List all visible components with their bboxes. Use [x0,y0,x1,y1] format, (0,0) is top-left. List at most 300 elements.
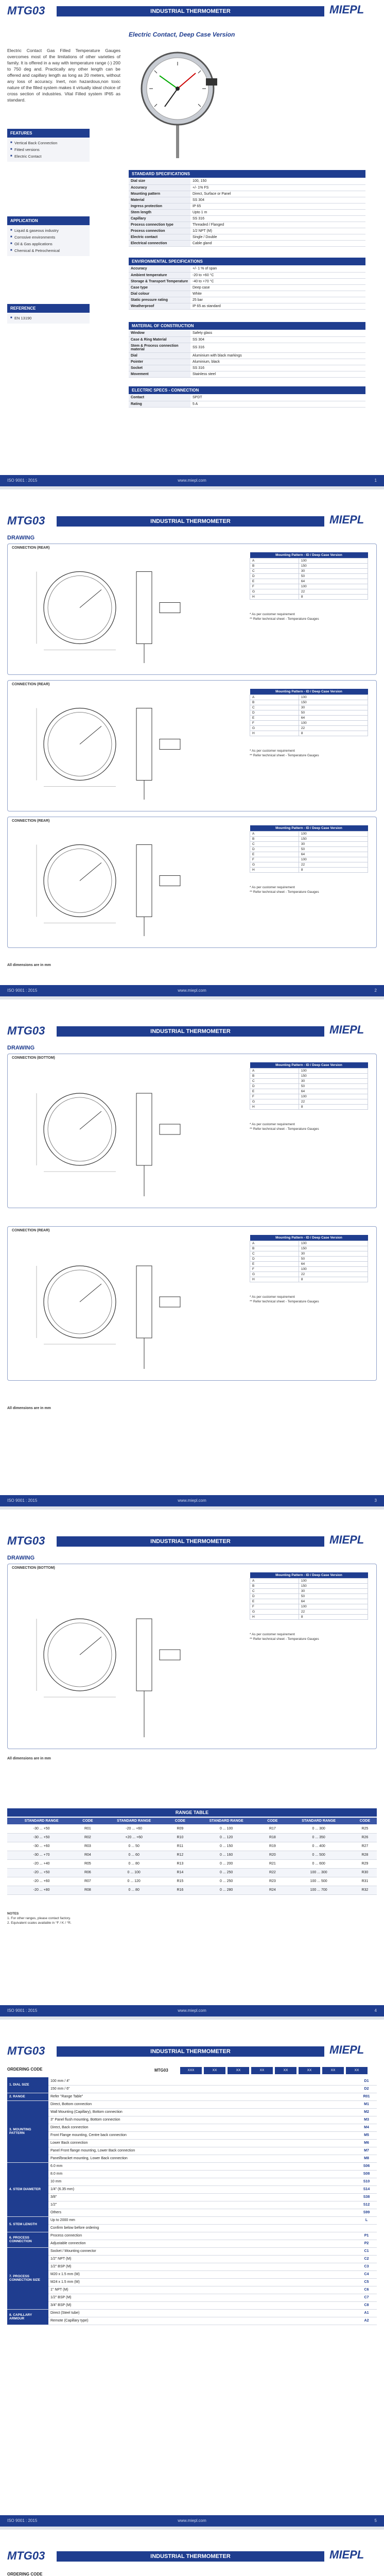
page-4 [0,1530,384,2020]
dim-value: 64 [299,852,368,857]
dim-value: 100 [299,832,368,837]
dim-key: B [250,700,299,705]
drawing-notes [250,1122,319,1131]
mounting-row [250,569,368,574]
footer-website[interactable]: www.miepl.com [178,478,206,483]
spec-label: Case & Ring Material [129,336,190,343]
mounting-row [250,579,368,584]
option-row [7,2139,377,2147]
header-title: INDUSTRIAL THERMOMETER [57,2046,324,2057]
spec-label: Movement [129,371,190,377]
feature-item: ■ Vertical Back Connection [10,140,86,146]
drawing-caption: CONNECTION (REAR) [12,683,50,686]
dim-value: 8 [299,731,368,736]
spec-row [129,291,365,297]
dim-key: A [250,1241,299,1246]
spec-label: Capillary [129,215,190,222]
option-desc: Refer "Range Table" [48,2093,356,2100]
option-row [7,2301,377,2309]
drawing-caption: CONNECTION (REAR) [12,546,50,550]
option-code: M8 [356,2155,377,2162]
dim-value: 100 [299,1579,368,1584]
spec-value: 100, 150 [190,178,365,184]
range-row [7,1842,377,1851]
dim-key: E [250,579,299,584]
spec-value: 25 bar [190,297,365,303]
mounting-row [250,1257,368,1262]
spec-label: Stem length [129,209,190,215]
spec-label: Contact [129,395,190,401]
header-title: INDUSTRIAL THERMOMETER [57,2551,324,2562]
mounting-row [250,721,368,726]
spec-value: White [190,291,365,297]
page-footer [0,2005,384,2016]
mounting-row [250,1084,368,1089]
option-group: 5. STEM LENGTH [7,2216,48,2232]
dim-key: D [250,710,299,716]
range-value: -20 ... +60 [7,1877,76,1886]
spec-label: Pointer [129,359,190,365]
range-value: 100 ... 300 [284,1868,353,1877]
dim-key: E [250,716,299,721]
range-code: R17 [260,1824,284,1833]
footer-website[interactable]: www.miepl.com [178,2008,206,2013]
range-code: R11 [168,1842,192,1851]
drawing-box [7,544,377,675]
page-header [0,1530,384,1553]
spec-row [129,401,365,407]
option-desc: 1/2" BSP (M) [48,2294,356,2301]
range-code: R26 [353,1833,377,1842]
spec-row [129,278,365,284]
option-desc: Process connection [48,2232,356,2240]
option-row [7,2100,377,2108]
option-desc: 3" Panel flush mounting, Bottom connection [48,2116,356,2124]
range-col-header: STANDARD RANGE [284,1818,353,1824]
range-code: R32 [353,1886,377,1894]
page-footer [0,985,384,996]
option-row [7,2116,377,2124]
dim-value: 50 [299,1594,368,1599]
option-code: M4 [356,2124,377,2131]
header-title: INDUSTRIAL THERMOMETER [57,516,324,527]
dim-key: H [250,1277,299,1282]
note-line: ** Refer technical sheet - Temperature Gauges [250,1300,319,1303]
dim-key: H [250,595,299,600]
mounting-row [250,1089,368,1094]
dim-key: D [250,1084,299,1089]
option-desc: M20 x 1.5 mm (M) [48,2270,356,2278]
option-code: M7 [356,2147,377,2155]
spec-label: Process connection type [129,222,190,228]
option-code: M3 [356,2116,377,2124]
page-header [0,2040,384,2063]
spec-value: Threaded / Flanged [190,222,365,228]
dim-key: F [250,857,299,862]
range-row [7,1868,377,1877]
option-code: D2 [356,2085,377,2093]
range-code: R09 [168,1824,192,1833]
option-row [7,2216,377,2224]
spec-value: SS 316 [190,343,365,352]
model-code: MTG03 [7,1534,45,1547]
footer-website[interactable]: www.miepl.com [178,988,206,993]
spec-value: SPDT [190,395,365,401]
spec-label: Electrical connection [129,240,190,246]
mounting-row [250,1272,368,1277]
dim-key: F [250,1604,299,1609]
dim-key: B [250,837,299,842]
drawing-notes [250,1295,319,1304]
option-desc: 1/2" BSP (M) [48,2263,356,2270]
spec-label: Ambient temperature [129,272,190,278]
range-code: R29 [353,1859,377,1868]
range-value: 0 ... 250 [192,1877,260,1886]
spec-row [129,184,365,191]
dim-key: B [250,1584,299,1589]
mounting-table-title: Mounting Pattern - ID / Deep Case Version [250,1062,368,1069]
option-code: C3 [356,2263,377,2270]
spec-label: Socket [129,365,190,371]
page-6 [0,2545,384,2576]
code-slot: XX [346,2067,368,2074]
note-line: * As per customer requirement [250,613,295,616]
page-header [0,0,384,23]
range-value: 0 ... 120 [99,1877,168,1886]
range-code: R27 [353,1842,377,1851]
option-row [7,2247,377,2255]
option-row [7,2209,377,2216]
option-code: C6 [356,2286,377,2294]
option-code: C1 [356,2247,377,2255]
spec-value: SS 316 [190,365,365,371]
footer-page: 1 [374,478,377,483]
option-code: C4 [356,2270,377,2278]
mounting-row [250,868,368,873]
footer-website[interactable]: www.miepl.com [178,1498,206,1503]
page-3 [0,1020,384,1510]
range-value: 0 ... 80 [99,1859,168,1868]
spec-row [129,336,365,343]
drawing-caption: CONNECTION (BOTTOM) [12,1056,55,1060]
dim-value: 50 [299,574,368,579]
range-code: R12 [168,1851,192,1859]
brand-logo: MIEPL [329,3,364,16]
range-value: 0 ... 280 [192,1886,260,1894]
option-row [7,2286,377,2294]
range-value: -30 ... +70 [7,1851,76,1859]
option-desc: 1/2" NPT (M) [48,2255,356,2263]
dim-key: B [250,564,299,569]
spec-row [129,203,365,209]
dimension-note: All dimensions are in mm [7,1406,51,1410]
option-group: 3. MOUNTING PATTERN [7,2100,48,2162]
option-group: 1. DIAL SIZE [7,2077,48,2093]
footer-website[interactable]: www.miepl.com [178,2518,206,2523]
option-desc: Direct (Steel tube) [48,2309,356,2317]
range-value: -20 ... +60 [99,1824,168,1833]
mounting-row [250,1589,368,1594]
dim-key: A [250,1069,299,1074]
dimension-note: All dimensions are in mm [7,963,51,967]
footer-cert: ISO 9001 : 2015 [7,1498,38,1503]
std-spec-table [129,178,365,247]
option-desc: 1/4" (6.35 mm) [48,2185,356,2193]
dim-value: 8 [299,868,368,873]
dim-value: 100 [299,1094,368,1099]
gauge-drawing [13,689,229,810]
section-title: DRAWING [7,1555,35,1561]
option-desc: 100 mm / 4" [48,2077,356,2085]
mounting-row [250,1094,368,1099]
range-code: R01 [76,1824,99,1833]
option-desc: 10 mm [48,2178,356,2185]
mounting-row [250,574,368,579]
application-box [7,216,90,256]
dim-value: 22 [299,862,368,868]
dim-value: 150 [299,564,368,569]
reference-box [7,304,90,324]
option-code: C2 [356,2255,377,2263]
brand-logo: MIEPL [329,1023,364,1036]
page-header [0,2545,384,2568]
dim-value: 100 [299,1241,368,1246]
option-row [7,2201,377,2209]
range-value: 0 ... 80 [99,1886,168,1894]
spec-label: Dial [129,352,190,359]
option-row [7,2317,377,2325]
spec-value: Stainless steel [190,371,365,377]
header-title: INDUSTRIAL THERMOMETER [57,1026,324,1037]
option-desc: Remote (Capillary type) [48,2317,356,2325]
page-header [0,1020,384,1043]
option-group: 8. CAPILLARY ARMOUR [7,2309,48,2325]
range-code: R31 [353,1877,377,1886]
dim-key: A [250,1579,299,1584]
spec-row [129,371,365,377]
option-code: M1 [356,2100,377,2108]
option-row [7,2085,377,2093]
mounting-row [250,1074,368,1079]
ordering-table [7,2077,377,2325]
option-desc: Others [48,2209,356,2216]
mounting-row [250,852,368,857]
thermometer-photo [129,47,226,161]
mounting-row [250,589,368,595]
mounting-table [250,1062,368,1110]
option-group: 6. PROCESS CONNECTION [7,2232,48,2247]
option-desc: Up to 2000 mm [48,2216,356,2224]
spec-value: -40 to +70 °C [190,278,365,284]
range-code: R13 [168,1859,192,1868]
option-code [356,2224,377,2232]
option-group: 7. PROCESS CONNECTION SIZE [7,2247,48,2309]
dim-key: G [250,862,299,868]
note-line: * As per customer requirement [250,1295,295,1299]
dim-key: G [250,1272,299,1277]
option-desc: Panel Front flange mounting, Lower Back connection [48,2147,356,2155]
spec-value: Direct, Surface or Panel [190,191,365,197]
spec-row [129,222,365,228]
option-row [7,2178,377,2185]
mounting-row [250,1105,368,1110]
code-slot: XX [299,2067,320,2074]
spec-label: Weatherproof [129,303,190,309]
elec-title: ELECTRIC SPECS - CONNECTION [129,386,365,394]
spec-row [129,191,365,197]
option-code: L [356,2216,377,2224]
range-value: 100 ... 500 [284,1877,353,1886]
reference-title: REFERENCE [7,304,90,313]
dim-key: B [250,1246,299,1251]
option-code: D1 [356,2077,377,2085]
dim-value: 100 [299,857,368,862]
range-value: 0 ... 60 [99,1851,168,1859]
note-line: 2. Equivalent scales available in °F / K / °R. [7,1921,72,1925]
dim-key: A [250,695,299,700]
range-code: R30 [353,1868,377,1877]
spec-row [129,297,365,303]
note-line: 1. For other ranges, please contact factory. [7,1917,71,1920]
mounting-row [250,726,368,731]
mounting-row [250,1241,368,1246]
dim-key: E [250,1262,299,1267]
application-item: ■ Liquid & gaseous industry [10,227,86,234]
spec-value: Upto 1 m [190,209,365,215]
mounting-table-title: Mounting Pattern - ID / Deep Case Version [250,825,368,832]
model-code: MTG03 [7,514,45,527]
range-code: R14 [168,1868,192,1877]
range-code: R23 [260,1877,284,1886]
dim-value: 150 [299,837,368,842]
mounting-row [250,700,368,705]
notes-heading: NOTES [7,1912,19,1916]
dim-key: H [250,1615,299,1620]
dim-value: 100 [299,1069,368,1074]
model-code: MTG03 [7,1024,45,1037]
range-row [7,1824,377,1833]
mounting-row [250,1609,368,1615]
range-col-header: CODE [260,1818,284,1824]
footer-page: 4 [374,2008,377,2013]
env-spec-title: ENVIRONMENTAL SPECIFICATIONS [129,258,365,265]
application-title: APPLICATION [7,216,90,225]
dim-value: 64 [299,1262,368,1267]
drawing-notes [250,1632,319,1641]
dim-key: F [250,721,299,726]
mounting-row [250,710,368,716]
note-line: * As per customer requirement [250,1633,295,1636]
spec-value: -20 to +60 °C [190,272,365,278]
spec-label: Stem & Process connection material [129,343,190,352]
spec-label: Electric contact [129,234,190,240]
mounting-table [250,552,368,600]
mounting-row [250,1604,368,1609]
option-desc: 150 mm / 6" [48,2085,356,2093]
range-value: 0 ... 150 [192,1842,260,1851]
option-row [7,2270,377,2278]
mounting-row [250,1277,368,1282]
note-line: ** Refer technical sheet - Temperature Gauges [250,1637,319,1641]
option-desc: 3/4" BSP (M) [48,2301,356,2309]
moc-table [129,330,365,378]
range-value: 0 ... 120 [192,1833,260,1842]
range-value: 100 ... 700 [284,1886,353,1894]
dim-key: E [250,852,299,857]
spec-value: Aluminium with black markings [190,352,365,359]
spec-label: Mounting pattern [129,191,190,197]
spec-value: +/- 1 % of span [190,266,365,272]
range-value: 0 ... 500 [284,1851,353,1859]
elec-table [129,395,365,408]
features-title: FEATURES [7,129,90,138]
drawing-notes [250,612,319,621]
spec-label: Window [129,330,190,336]
dim-value: 30 [299,1251,368,1257]
dim-value: 64 [299,1089,368,1094]
option-row [7,2309,377,2317]
code-slot: XX [251,2067,273,2074]
range-row [7,1886,377,1894]
env-spec-table [129,266,365,310]
mounting-row [250,1599,368,1604]
dim-key: B [250,1074,299,1079]
dim-value: 22 [299,1272,368,1277]
model-code: MTG03 [7,2549,45,2562]
dim-value: 100 [299,584,368,589]
option-row [7,2224,377,2232]
range-value: -30 ... +60 [7,1842,76,1851]
code-slot: XX [322,2067,344,2074]
range-col-header: STANDARD RANGE [192,1818,260,1824]
option-row [7,2263,377,2270]
spec-value: +/- 1% FS [190,184,365,191]
range-value: -30 ... +50 [7,1824,76,1833]
ordering-code-title: ORDERING CODE [7,2572,43,2576]
option-row [7,2077,377,2085]
dim-key: G [250,589,299,595]
spec-row [129,178,365,184]
option-desc: Direct, Back connection [48,2124,356,2131]
gauge-drawing [13,825,229,946]
dim-value: 150 [299,1584,368,1589]
dim-key: D [250,574,299,579]
range-value: 0 ... 600 [284,1859,353,1868]
spec-value: Safety glass [190,330,365,336]
range-value: 0 ... 50 [99,1842,168,1851]
option-code: M5 [356,2131,377,2139]
range-col-header: CODE [168,1818,192,1824]
option-desc: Socket / Mounting connector [48,2247,356,2255]
range-code: R19 [260,1842,284,1851]
dim-value: 30 [299,842,368,847]
intro-text: Electric Contact Gas Filled Temperature Gauges overcomes most of the limitations of other varieties of family. It is offered in a way with temperature range (-) 200 to 750 deg and. Practically any other length can be offered and capillary length as long as 20 meters, without any loss of accuracy. Inert, non hazardous,non toxic nature of the filled system makes it virtually ideal choice of cross section of industries. Vital Filled system IP65 as standard. [7,48,120,103]
mounting-row [250,584,368,589]
mounting-row [250,837,368,842]
option-row [7,2185,377,2193]
range-value: 0 ... 400 [284,1842,353,1851]
range-code: R28 [353,1851,377,1859]
option-code: S08 [356,2170,377,2178]
mounting-row [250,832,368,837]
mounting-row [250,1579,368,1584]
dim-key: E [250,1599,299,1604]
dimension-note: All dimensions are in mm [7,1757,51,1760]
spec-row [129,215,365,222]
page-1 [0,0,384,489]
mounting-row [250,1069,368,1074]
page-footer [0,2515,384,2527]
